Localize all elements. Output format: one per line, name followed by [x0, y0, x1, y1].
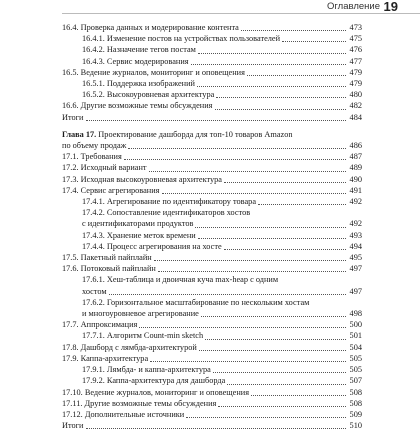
toc-entry[interactable]	[62, 409, 362, 420]
toc-entry-label: 17.11. Другие возможные темы обсуждения	[62, 398, 217, 408]
toc-entry-page: 489	[349, 163, 362, 173]
toc-entry-row	[82, 56, 362, 67]
toc-entry[interactable]	[62, 364, 362, 375]
toc-entry-page: 500	[349, 320, 362, 330]
toc-entry-row	[62, 174, 362, 185]
toc-entry-label: Итоги	[62, 112, 84, 122]
toc-entry[interactable]	[62, 174, 362, 185]
toc-entry-page: 487	[349, 152, 362, 162]
toc-entry[interactable]	[62, 196, 362, 207]
toc-entry-page: 479	[349, 67, 362, 77]
dot-leader	[198, 53, 346, 54]
toc-entry-row	[62, 353, 362, 364]
toc-entry-row	[62, 67, 362, 78]
toc-entry-row	[82, 230, 362, 241]
toc-entry-row	[82, 364, 362, 375]
toc-entry-label: 17.6.1. Хеш-таблица и двоичная куча max-heap с одним	[82, 275, 279, 285]
toc-entry[interactable]	[62, 342, 362, 353]
toc-entry-label: 16.5. Ведение журналов, мониторинг и оповещения	[62, 67, 245, 77]
toc-entry-page: 495	[349, 253, 362, 263]
toc-entry[interactable]	[62, 22, 362, 33]
toc-entry-label: 16.6. Другие возможные темы обсуждения	[62, 101, 213, 111]
toc-chapter-entries	[62, 151, 362, 431]
dot-leader	[128, 148, 346, 149]
chapter-title-line2: по объему продаж	[62, 141, 127, 151]
toc-entry-page: 475	[349, 34, 362, 44]
toc-entry-row	[62, 398, 362, 409]
toc-entry-row	[82, 218, 362, 229]
toc-entry[interactable]	[62, 78, 362, 89]
dot-leader	[86, 428, 347, 429]
toc-entry-page: 509	[349, 409, 362, 419]
toc-entry-row	[62, 342, 362, 353]
toc-entry[interactable]	[62, 420, 362, 431]
toc-entry-page: 484	[349, 112, 362, 122]
dot-leader	[195, 227, 346, 228]
toc-entry[interactable]	[62, 67, 362, 78]
toc-entry-row	[82, 308, 362, 319]
toc-entry-page: 482	[349, 101, 362, 111]
toc-entry-page: 477	[349, 56, 362, 66]
dot-leader	[224, 249, 346, 250]
toc-entry[interactable]	[62, 297, 362, 319]
toc-entry[interactable]	[62, 387, 362, 398]
toc-entry-label: 17.9. Каппа-архитектура	[62, 353, 149, 363]
toc-entry-page: 479	[349, 79, 362, 89]
toc-entry-row	[82, 89, 362, 100]
toc-entry[interactable]	[62, 230, 362, 241]
chapter-number: Глава 17.	[62, 129, 97, 139]
toc-entry[interactable]	[62, 162, 362, 173]
toc-entry-label: 17.1. Требования	[62, 152, 122, 162]
toc-entry-page: 510	[349, 421, 362, 431]
dot-leader	[150, 361, 346, 362]
chapter-page: 486	[349, 141, 362, 151]
dot-leader	[124, 159, 346, 160]
toc-entry-label: 17.6. Потоковый пайплайн	[62, 264, 156, 274]
toc-entry-page: 492	[349, 197, 362, 207]
dot-leader	[154, 260, 346, 261]
toc-entry[interactable]	[62, 33, 362, 44]
toc-entry-row	[82, 330, 362, 341]
dot-leader	[241, 30, 346, 31]
toc-entry-row	[62, 387, 362, 398]
toc-entry[interactable]	[62, 207, 362, 229]
toc-entry-row	[82, 78, 362, 89]
toc-entry-row	[62, 319, 362, 330]
toc-entry-label: 17.4.1. Агрегирование по идентификатору товара	[82, 197, 256, 207]
toc-entry-label: 16.4.3. Сервис модерирования	[82, 56, 189, 66]
toc-entry-label: 17.7.1. Алгоритм Count-min sketch	[82, 331, 204, 341]
toc-entry-row	[62, 112, 362, 123]
toc-entry-page: 497	[349, 286, 362, 296]
toc-entry-label-continued: хостом	[82, 286, 107, 296]
dot-leader	[198, 238, 346, 239]
toc-entry-page: 504	[349, 342, 362, 352]
dot-leader	[251, 395, 346, 396]
toc-entry-label: 17.12. Дополнительные источники	[62, 409, 185, 419]
toc-entry-label: 17.4.3. Хранение меток времени	[82, 230, 196, 240]
toc-entry[interactable]	[62, 100, 362, 111]
toc-entry-page: 497	[349, 264, 362, 274]
toc-entry-page: 498	[349, 309, 362, 319]
toc-entry-label: 17.4.4. Процесс агрегирования на хосте	[82, 241, 222, 251]
toc-entry-label: 17.2. Исходный вариант	[62, 163, 147, 173]
table-of-contents	[62, 22, 362, 431]
toc-chapter-entry[interactable]	[62, 129, 362, 151]
dot-leader	[199, 350, 346, 351]
toc-entry-page: 508	[349, 398, 362, 408]
toc-entry-label: Итоги	[62, 421, 84, 431]
toc-entry-page: 508	[349, 387, 362, 397]
toc-entry-label: 17.4.2. Сопоставление идентификаторов хостов	[82, 208, 251, 218]
page-header	[0, 0, 420, 17]
dot-leader	[197, 86, 346, 87]
toc-entry-row	[62, 22, 362, 33]
dot-leader	[282, 41, 346, 42]
toc-entry[interactable]	[62, 56, 362, 67]
dot-leader	[224, 182, 346, 183]
toc-entry-label: 17.9.1. Лямбда- и каппа-архитектура	[82, 365, 211, 375]
toc-entry[interactable]	[62, 319, 362, 330]
toc-entry-page: 473	[349, 23, 362, 32]
toc-entry-row	[62, 252, 362, 263]
toc-entry-page: 491	[349, 185, 362, 195]
toc-entry-page: 476	[349, 45, 362, 55]
toc-entry-page: 505	[349, 353, 362, 363]
dot-leader	[186, 417, 346, 418]
toc-entry-label-continued: с идентификаторами продуктов	[82, 219, 194, 229]
dot-leader	[213, 372, 346, 373]
dot-leader	[227, 384, 346, 385]
toc-entry-row	[62, 100, 362, 111]
toc-entry-page: 505	[349, 365, 362, 375]
toc-entry[interactable]	[62, 330, 362, 341]
dot-leader	[86, 120, 347, 121]
toc-entry[interactable]	[62, 89, 362, 100]
dot-leader	[258, 204, 346, 205]
dot-leader	[201, 316, 346, 317]
toc-entry-row	[82, 286, 362, 297]
dot-leader	[109, 294, 346, 295]
toc-entry-row	[82, 44, 362, 55]
toc-entry-label: 17.9.2. Каппа-архитектура для дашборда	[82, 376, 226, 386]
toc-entry[interactable]	[62, 112, 362, 123]
dot-leader	[247, 75, 346, 76]
dot-leader	[205, 339, 346, 340]
toc-entry-label: 17.6.2. Горизонтальное масштабирование по нескольким хостам	[82, 297, 310, 307]
toc-entry-row	[62, 151, 362, 162]
dot-leader	[215, 109, 346, 110]
toc-entry-row	[82, 241, 362, 252]
toc-entry[interactable]	[62, 185, 362, 196]
toc-entry-row	[62, 162, 362, 173]
toc-entry[interactable]	[62, 398, 362, 409]
toc-entry[interactable]	[62, 263, 362, 274]
toc-entry-page: 494	[349, 241, 362, 251]
running-header-title: Оглавление	[327, 1, 380, 12]
toc-entry-page: 493	[349, 230, 362, 240]
toc-entry-label: 16.4. Проверка данных и модерирование контента	[62, 23, 239, 32]
toc-pre-entries	[62, 22, 362, 123]
dot-leader	[149, 171, 346, 172]
toc-entry[interactable]	[62, 44, 362, 55]
header-rule	[62, 13, 420, 14]
dot-leader	[191, 64, 346, 65]
dot-leader	[216, 97, 346, 98]
toc-entry-page: 501	[349, 331, 362, 341]
dot-leader	[158, 271, 346, 272]
toc-entry[interactable]	[62, 252, 362, 263]
toc-entry-page: 490	[349, 174, 362, 184]
toc-entry-label: 17.3. Исходная высокоуровневая архитектура	[62, 174, 222, 184]
toc-entry-label: 17.4. Сервис агрегирования	[62, 185, 160, 195]
dot-leader	[218, 406, 346, 407]
dot-leader	[162, 193, 347, 194]
toc-entry-row	[62, 420, 362, 431]
toc-entry[interactable]	[62, 353, 362, 364]
toc-entry-label: 16.4.2. Назначение тегов постам	[82, 45, 196, 55]
chapter-title-line1: Проектирование дашборда для топ-10 товаров Amazon	[96, 129, 293, 139]
toc-entry-page: 492	[349, 219, 362, 229]
toc-entry-row	[82, 196, 362, 207]
toc-entry-row	[62, 185, 362, 196]
toc-entry-label: 17.10. Ведение журналов, мониторинг и оповещения	[62, 387, 250, 397]
toc-entry[interactable]	[62, 375, 362, 386]
toc-entry-label: 17.7. Аппроксимация	[62, 320, 138, 330]
page-number: 19	[383, 0, 398, 14]
toc-entry-label: 16.4.1. Изменение постов на устройствах пользователей	[82, 34, 281, 44]
toc-entry-page: 480	[349, 90, 362, 100]
toc-entry-label-continued: и многоуровневое агрегирование	[82, 309, 199, 319]
toc-entry-row	[82, 375, 362, 386]
toc-entry-label: 16.5.1. Поддержка изображений	[82, 79, 195, 89]
toc-entry-page: 507	[349, 376, 362, 386]
toc-entry-row	[62, 409, 362, 420]
toc-entry-row	[82, 33, 362, 44]
toc-entry-label: 16.5.2. Высокоуровневая архитектура	[82, 90, 215, 100]
toc-entry[interactable]	[62, 274, 362, 296]
toc-entry-label: 17.5. Пакетный пайплайн	[62, 253, 152, 263]
toc-entry[interactable]	[62, 151, 362, 162]
toc-entry-row	[62, 263, 362, 274]
toc-entry[interactable]	[62, 241, 362, 252]
toc-entry-label: 17.8. Дашборд с лямбда-архитектурой	[62, 342, 197, 352]
dot-leader	[139, 327, 346, 328]
